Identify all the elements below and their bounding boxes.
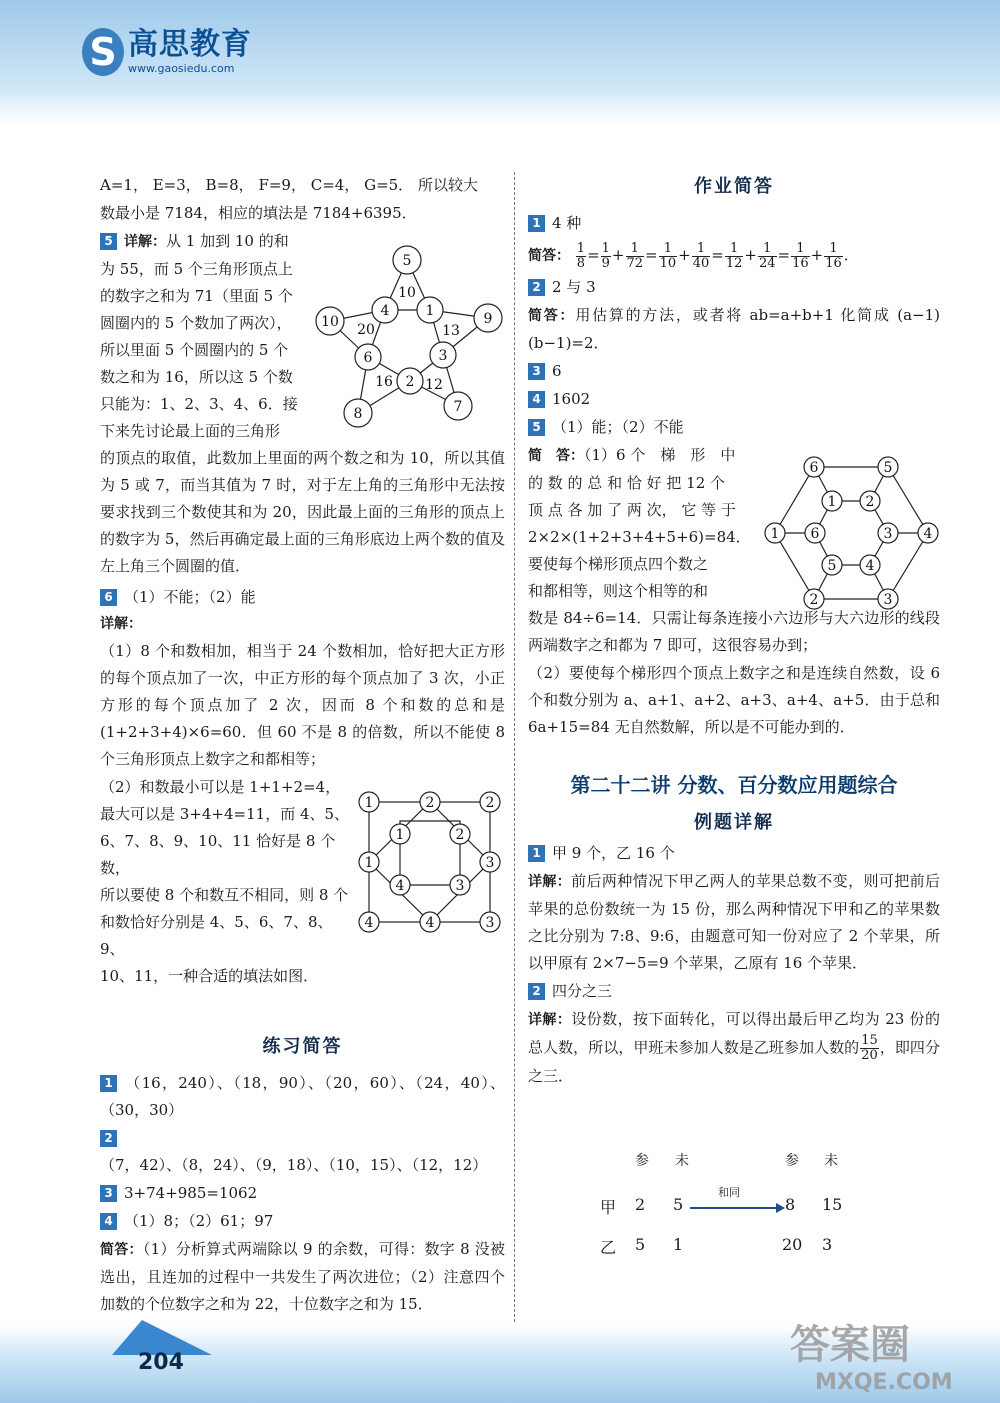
table-cell: 20 [782, 1235, 803, 1254]
h5-line-5: 和都相等，则这个相等的和 [528, 582, 709, 600]
page-number: 204 [138, 1350, 184, 1375]
star-sum-label: 13 [442, 323, 460, 339]
h5-line-2: 顶 点 各 加 了 两 次， 它 等 于 [528, 501, 736, 519]
frac: $\frac{1}{72}$ [626, 240, 644, 271]
frac: $\frac{1}{40}$ [692, 240, 710, 271]
h4-number: 4 [528, 391, 545, 408]
brand-url: www.gaosiedu.com [128, 62, 235, 75]
star-sum-label: 10 [398, 285, 416, 301]
hex-inner-label: 2 [865, 494, 875, 510]
frac: $\frac{1}{8}$ [576, 240, 586, 271]
star-sum-label: 12 [425, 377, 443, 393]
h2-number: 2 [528, 279, 545, 296]
arrow-label: 和同 [718, 1186, 740, 1199]
q6-number: 6 [100, 589, 117, 606]
h5-line-0: （1）6 个 梯 形 中 [584, 446, 736, 464]
square-big-label: 2 [485, 795, 495, 811]
q5-line-5: 数之和为 16，所以这 5 个数 [100, 368, 293, 386]
p4-answer: （1）8；（2）61；97 [124, 1212, 274, 1230]
q5-label: 详解： [124, 234, 166, 250]
q6-p2-line-3: 所以要使 8 个和数互不相同，则 8 个 [100, 886, 349, 904]
q5-rest: 的顶点的取值，此数加上里面的两个数之和为 10，所以其值为 5 或 7，而当其值为 7 时，对于左上角的三角形中无法按要求找到三个数使其和为 20，因此最上面的三角形的顶点上的数字为 5，然后再确定最上面的三角形底边上两个数的值及左上角三个圆圈的值． [100, 449, 505, 575]
h1-answer: 4 种 [552, 214, 582, 232]
star-outer-label: 10 [321, 314, 339, 330]
watermark-url: MXQE.COM [815, 1370, 953, 1395]
h1-label: 简答： [528, 248, 570, 264]
star-inner-label: 2 [405, 374, 415, 390]
h5-line-3: 2×2×(1+2+3+4+5+6)=84． [528, 528, 751, 546]
table-cell: 5 [673, 1195, 684, 1214]
e2-text-2: ，即四分之三． [528, 1038, 940, 1085]
q6-p2-line-5: 10、11，一种合适的填法如图． [100, 967, 319, 985]
h2-answer: 2 与 3 [552, 278, 596, 296]
table-cell: 5 [635, 1235, 646, 1254]
p4-text: （1）分析算式两端除以 9 的余数，可得：数字 8 没被选出，且连加的过程中一共发生了两次进位；（2）注意四个加数的个位数字之和为 22，十位数字之和为 15． [100, 1240, 505, 1313]
table-cell: 2 [635, 1195, 646, 1214]
hex-inner-label: 3 [883, 526, 893, 542]
table-row-name: 甲 [600, 1198, 617, 1217]
h5-rest: 数是 84÷6=14．只需让每条连接小六边形与大六边形的线段两端数字之和都为 7 即可，这很容易办到； [528, 609, 940, 654]
brand-logo [82, 28, 252, 76]
e2-number: 2 [528, 983, 545, 1000]
star-inner-label: 6 [363, 350, 373, 366]
hexagon-figure [762, 453, 942, 617]
star-outer-label: 5 [402, 253, 412, 269]
q5-line-4: 所以里面 5 个圆圈内的 5 个 [100, 341, 289, 359]
square-figure [352, 788, 502, 942]
hex-outer-label: 4 [923, 526, 933, 542]
column-divider [514, 172, 515, 1322]
arrow-icon [690, 1202, 785, 1214]
hex-outer-label: 6 [809, 460, 819, 476]
q5-line-0: 从 1 加到 10 的和 [166, 232, 289, 250]
intro-line-1: A=1， E=3， B=8， F=9， C=4， G=5． 所以较大 [100, 176, 478, 194]
star-inner-label: 1 [425, 303, 435, 319]
h1-equation: 简答： $\frac{1}{8}$ = $\frac{1}{9}$ + $\frac{1}{72}$ = $\frac{1}{10}$ + $\frac{1}{40}$ = $\frac{1}{12}$ + $\frac{1}{24}$ = $\frac{1}{16}$ + $\frac{1}{16}$ ． [528, 240, 859, 271]
e2-answer: 四分之三 [552, 982, 613, 1000]
p4-label: 简答： [100, 1242, 143, 1258]
intro-line-2: 数最小是 7184，相应的填法是 7184+6395． [100, 204, 417, 222]
table-cell: 15 [822, 1195, 843, 1214]
watermark: 答案圈 [790, 1322, 910, 1368]
frac: $\frac{1}{16}$ [825, 240, 842, 271]
e1-text: 前后两种情况下甲乙两人的苹果总数不变，则可把前后苹果的总份数统一为 15 份，那么两种情况下甲和乙的苹果数之比分别为 7:8、9:6，由题意可知一份对应了 2 个苹果，所以甲原有 2×7−5=9 个苹果，乙原有 16 个苹果． [528, 872, 940, 972]
homework-title: 作业简答 [694, 176, 774, 197]
q5-line-6: 只能为：1、2、3、4、6．接 [100, 395, 298, 413]
q6-p2-line-4: 和数恰好分别是 4、5、6、7、8、9、 [100, 913, 333, 958]
table-row-name: 乙 [600, 1238, 617, 1257]
table-header: 参 [635, 1153, 649, 1169]
q5-block [100, 228, 310, 445]
square-big-label: 1 [364, 795, 374, 811]
q5-line-7: 下来先讨论最上面的三角形 [100, 422, 281, 440]
square-mid-label: 4 [395, 878, 405, 894]
hex-inner-label: 4 [865, 558, 875, 574]
e2-label: 详解： [528, 1012, 572, 1028]
example-title: 例题详解 [694, 812, 774, 833]
square-mid-label: 2 [455, 827, 465, 843]
square-big-label: 3 [485, 855, 495, 871]
table-header: 未 [824, 1153, 838, 1169]
right-column [528, 172, 940, 1091]
square-big-label: 4 [364, 915, 374, 931]
brand-name: 高思教育 [128, 27, 252, 62]
h4-answer: 1602 [552, 390, 591, 408]
h2-text: 用估算的方法，或者将 ab=a+b+1 化简成 (a−1)(b−1)=2． [528, 306, 941, 352]
p2-number: 2 [100, 1130, 117, 1147]
h5-number: 5 [528, 419, 545, 436]
hex-outer-label: 1 [770, 526, 780, 542]
logo-icon: S [82, 28, 124, 76]
e2-text-1: 设份数，按下面转化，可以得出最后甲乙均为 23 份的总人数，所以，甲班未参加人数是乙班参加人数的 [528, 1010, 940, 1057]
frac: $\frac{1}{9}$ [601, 240, 610, 271]
e1-label: 详解： [528, 874, 572, 890]
p1-answer: （16，240）、（18，90）、（20，60）、（24，40）、（30，30） [100, 1074, 505, 1119]
hex-outer-label: 5 [883, 460, 893, 476]
frac: $\frac{1}{24}$ [759, 240, 776, 271]
star-inner-label: 3 [438, 348, 448, 364]
h1-number: 1 [528, 215, 545, 232]
star-outer-label: 7 [453, 399, 463, 415]
frac: $\frac{1}{12}$ [725, 240, 743, 271]
table-cell: 1 [673, 1235, 684, 1254]
p3-answer: 3+74+985=1062 [124, 1184, 258, 1202]
p2-answer: （7，42）、（8，24）、（9，18）、（10，15）、（12，12） [100, 1156, 488, 1174]
h5-line-4: 要使每个梯形顶点四个数之 [528, 555, 709, 573]
q5-number: 5 [100, 233, 117, 250]
table-header: 参 [785, 1153, 799, 1169]
q6-answer: （1）不能；（2）能 [124, 588, 256, 606]
square-big-label: 3 [485, 915, 495, 931]
table-cell: 8 [785, 1195, 796, 1214]
star-sum-label: 16 [375, 374, 393, 390]
practice-title: 练习简答 [262, 1036, 343, 1057]
h5-label: 简 答： [528, 448, 584, 464]
square-big-label: 4 [425, 915, 435, 931]
e1-number: 1 [528, 845, 545, 862]
square-mid-label: 1 [395, 827, 405, 843]
hex-inner-label: 1 [827, 494, 837, 510]
star-sum-label: 20 [357, 322, 375, 338]
q6-label: 详解： [100, 616, 142, 632]
hex-inner-label: 5 [827, 558, 837, 574]
hex-inner-label: 6 [810, 526, 820, 542]
h5-line-1: 的 数 的 总 和 恰 好 把 12 个 [528, 474, 726, 492]
h3-answer: 6 [552, 362, 562, 380]
star-inner-label: 4 [380, 303, 390, 319]
frac: $\frac{1}{10}$ [659, 240, 677, 271]
q6-part1: （1）8 个和数相加，相当于 24 个数相加，恰好把大正方形的每个顶点加了一次，中正方形的每个顶点加了 3 次，小正方形的每个顶点加了 2 次，因而 8 个和数的总和是 (1+2+3+4)×6=60．但 60 不是 8 的倍数，所以不能使 8 个三角形顶点上数字之和都相等； [100, 642, 505, 768]
h5-block [528, 442, 763, 605]
q6-part2 [100, 774, 350, 990]
table-header: 未 [675, 1153, 689, 1169]
h5-answer: （1）能；（2）不能 [552, 418, 684, 436]
q5-line-1: 为 55，而 5 个三角形顶点上 [100, 260, 293, 278]
star-figure [310, 238, 510, 442]
q5-line-2: 的数字之和为 71（里面 5 个 [100, 287, 293, 305]
q6-p2-line-1: 最大可以是 3+4+4=11，而 4、5、 [100, 805, 350, 823]
q6-p2-line-0: （2）和数最小可以是 1+1+2=4， [100, 778, 341, 796]
e1-answer: 甲 9 个，乙 16 个 [552, 844, 675, 862]
hex-outer-label: 2 [809, 592, 819, 608]
q6-p2-line-2: 6、7、8、9、10、11 恰好是 8 个数， [100, 832, 336, 877]
table-cell: 3 [822, 1235, 833, 1254]
frac: $\frac{1}{16}$ [792, 240, 809, 271]
square-mid-label: 3 [455, 878, 465, 894]
lecture-title: 第二十二讲 分数、百分数应用题综合 [570, 773, 898, 797]
p1-number: 1 [100, 1075, 117, 1092]
h2-label: 简答： [528, 308, 576, 324]
star-outer-label: 9 [483, 311, 493, 327]
star-outer-label: 8 [353, 406, 363, 422]
square-big-label: 2 [425, 795, 435, 811]
h5-part2: （2）要使每个梯形四个顶点上数字之和是连续自然数，设 6 个和数分别为 a、a+1、a+2、a+3、a+4、a+5．由于总和 6a+15=84 无自然数解，所以是不可能办到的． [528, 664, 940, 736]
p3-number: 3 [100, 1185, 117, 1202]
h3-number: 3 [528, 363, 545, 380]
hex-outer-label: 3 [883, 592, 893, 608]
conversion-table [590, 1150, 850, 1270]
e2-fraction: $\frac{15}{20}$ [861, 1033, 878, 1063]
square-big-label: 1 [364, 855, 374, 871]
p4-number: 4 [100, 1213, 117, 1230]
q5-line-3: 圆圈内的 5 个数加了两次）， [100, 314, 292, 332]
